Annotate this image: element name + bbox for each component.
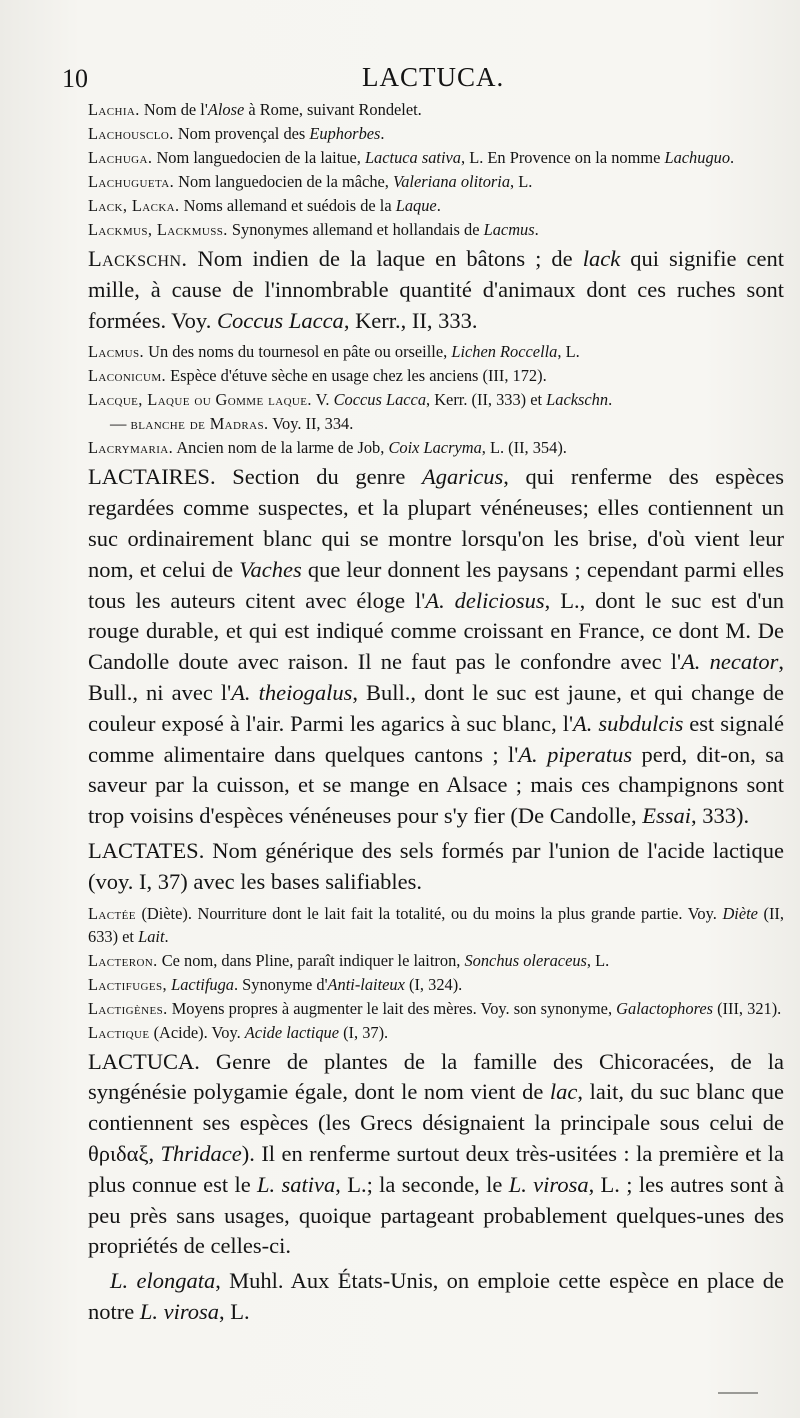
page-body [88, 98, 784, 1332]
entry-lactee: Lactée (Diète). Nourriture dont le lait fait la totalité, ou du moins la plus grande partie. Voy. Diète (II, 633) et Lait. [88, 903, 784, 946]
entry-lacmus: Lacmus. Un des noms du tournesol en pâte ou orseille, Lichen Roccella, L. [88, 342, 580, 362]
entry-lachousclo: Lachousclo. Nom provençal des Euphorbes. [88, 124, 385, 143]
entry-lachugueta: Lachugueta. Nom languedocien de la mâche, Valeriana olitoria, L. [88, 172, 533, 191]
entry-lactaires: LACTAIRES. Section du genre Agaricus, qui renferme des espèces regardées comme suspectes, et la plupart vénéneuses; elles contiennent un suc ordinairement blanc qui se montre lorsqu'on les brise, d'où vient leur nom, et celui de Vaches que leur donnent les paysans ; cependant parmi elles tous les auteurs citent avec éloge l'A. deliciosus, L., dont le suc est d'un rouge durable, et qui est indiqué comme croissant en France, ce dont M. De Candolle doute avec raison. Il ne faut pas le confondre avec l'A. necator, Bull., ni avec l'A. theiogalus, Bull., dont le suc est jaune, et qui change de couleur exposé à l'air. Parmi les agarics à suc blanc, l'A. subdulcis est signalé comme alimentaire dans quelques cantons ; l'A. piperatus perd, dit-on, sa saveur par la cuisson, et se mange en Alsace ; mais ces champignons sont trop voisins d'espèces vénéneuses pour s'y fier (De Candolle, Essai, 333). [88, 464, 785, 829]
entry-laconicum: Laconicum. Espèce d'étuve sèche en usage chez les anciens (III, 172). [88, 366, 547, 386]
running-title: LACTUCA. [362, 62, 505, 92]
entry-lack: Lack, Lacka. Noms allemand et suédois de la Laque. [88, 196, 441, 215]
entry-lachia: Lachia. Nom de l'Alose à Rome, suivant Rondelet. [88, 100, 422, 119]
entry-lactique: Lactique (Acide). Voy. Acide lactique (I, 37). [88, 1022, 389, 1042]
entry-lacrymaria: Lacrymaria. Ancien nom de la larme de Job, Coix Lacryma, L. (II, 354). [88, 438, 567, 458]
entry-lackschn: Lackschn. Nom indien de la laque en bâtons ; de lack qui signifie cent mille, à cause de l'innombrable quantité d'animaux dont ces ruches sont formées. Voy. Coccus Lacca, Kerr., II, 333. [88, 246, 785, 333]
entry-lactuca-elongata: L. elongata, Muhl. Aux États-Unis, on emploie cette espèce en place de notre L. virosa, L. [88, 1268, 784, 1324]
entry-lacteron: Lacteron. Ce nom, dans Pline, paraît indiquer le laitron, Sonchus oleraceus, L. [88, 950, 610, 970]
page-number: 10 [62, 64, 88, 93]
entry-blanche-de-madras: — blanche de Madras. Voy. II, 334. [110, 414, 354, 434]
entry-lackmus: Lackmus, Lackmuss. Synonymes allemand et hollandais de Lacmus. [88, 220, 539, 239]
entry-lacque: Lacque, Laque ou Gomme laque. V. Coccus Lacca, Kerr. (II, 333) et Lackschn. [88, 390, 613, 410]
entry-lactigenes: Lactigènes. Moyens propres à augmenter le lait des mères. Voy. son synonyme, Galactophores (III, 321). [88, 998, 782, 1018]
entry-lactates: LACTATES. Nom générique des sels formés par l'union de l'acide lactique (voy. I, 37) avec les bases salifiables. [88, 837, 784, 894]
page-header [62, 60, 780, 96]
entry-lactifuges: Lactifuges, Lactifuga. Synonyme d'Anti-laiteux (I, 324). [88, 974, 463, 994]
entry-lachuga: Lachuga. Nom languedocien de la laitue, Lactuca sativa, L. En Provence on la nomme Lachuguo. [88, 148, 735, 167]
entry-lactuca: LACTUCA. Genre de plantes de la famille des Chicoracées, de la syngénésie polygamie égale, dont le nom vient de lac, lait, du suc blanc que contiennent ses espèces (les Grecs désignaient la principale sous celui de θριδαξ, Thridace). Il en renferme surtout deux très-usitées : la première et la plus connue est le L. sativa, L.; la seconde, le L. virosa, L. ; les autres sont à peu près sans usages, quoique partageant probablement quelques-unes des propriétés de celles-ci. [88, 1048, 785, 1259]
bottom-rule [718, 1392, 758, 1394]
